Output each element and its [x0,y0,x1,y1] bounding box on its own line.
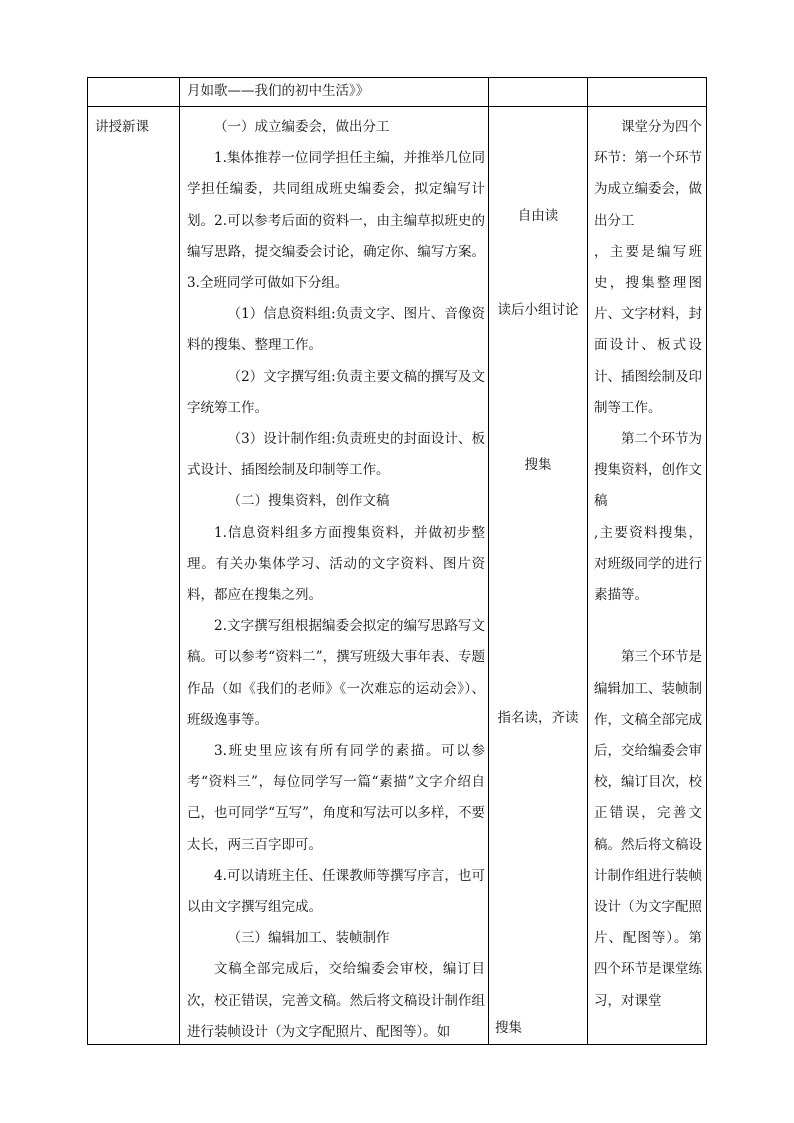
content-paragraph: 1.信息资料组多方面搜集资料，并做初步整理。有关办集体学习、活动的文字资料、图片资料，都应在搜集之列。 [187,524,485,604]
method-search-2: 搜集 [495,1020,522,1036]
content-heading-2: （二）搜集资料，创作文稿 [227,493,390,510]
content-paragraph: 2.文字撰写组根据编委会拟定的编写思路写文稿。可以参考“资料二”，撰写班级大事年表、专题作品（如《我们的老师》《一次难忘的运动会》）、班级逸事等。 [187,618,485,728]
notes-paragraph: 课堂分为四个环节：第一个环节为成立编委会，做出分工 [594,119,702,229]
notes-spacer [594,611,702,642]
lesson-table [87,77,707,1045]
method-reading-aloud: 指名读，齐读 [497,710,579,726]
content-paragraph: 文稿全部完成后，交给编委会审校，编订目次，校正错误，完善文稿。然后将文稿设计制作组进行装帧设计（为文字配照片、配图等）。如 [187,961,485,1040]
content-column [187,112,485,1048]
content-paragraph: 3.班史里应该有所有同学的素描。可以参考“资料三”，每位同学写一篇“素描”文字介绍自己，也可同学“互写”，角度和写法可以多样，不要太长，两三百字即可。 [187,743,485,853]
column-divider-2 [488,77,489,1045]
section-label: 讲授新课 [95,119,149,135]
content-paragraph: （1）信息资料组:负责文字、图片、音像资料的搜集、整理工作。 [187,306,485,354]
notes-paragraph: ，主要是编写班史，搜集整理图片、文字材料，封面设计、板式设计、插图绘制及印制等工作。 [594,243,702,416]
table-right-border [706,77,707,1045]
content-paragraph: 1.集体推荐一位同学担任主编，并推举几位同学担任编委，共同组成班史编委会，拟定编写计划。2.可以参考后面的资料一，由主编草拟班史的编写思路，提交编委会讨论，确定你、编写方案。3.全班同学可做如下分组。 [187,150,485,292]
content-heading-3: （三）编辑加工、装帧制作 [227,930,390,947]
notes-column [594,112,702,1017]
notes-paragraph: 第二个环节为搜集资料，创作文稿 [594,431,702,510]
method-group-discussion: 读后小组讨论 [497,302,579,318]
continued-title: 月如歌——我们的初中生活》》 [187,83,370,99]
row-divider [87,106,707,107]
method-free-reading: 自由读 [517,208,559,224]
content-paragraph: 4.可以请班主任、任课教师等撰写序言，也可以由文字撰写组完成。 [187,867,485,916]
column-divider-3 [587,77,588,1045]
notes-paragraph: ,主要资料搜集，对班级同学的进行素描等。 [594,524,702,604]
content-paragraph: （2）文字撰写组:负责主要文稿的撰写及文字统筹工作。 [187,368,485,416]
table-left-border [87,77,88,1045]
column-divider-1 [179,77,180,1045]
notes-paragraph: 第三个环节是编辑加工、装帧制作，文稿全部完成后，交给编委会审校，编订目次，校正错误，完善文稿。然后将文稿设计制作组进行装帧设计（为文字配照片、配图等）。第四个环节是课堂练习，对课堂 [594,649,702,1009]
method-search-1: 搜集 [524,457,552,473]
content-paragraph: （3）设计制作组:负责班史的封面设计、板式设计、插图绘制及印制等工作。 [187,431,485,479]
content-heading-1: （一）成立编委会，做出分工 [214,119,390,135]
